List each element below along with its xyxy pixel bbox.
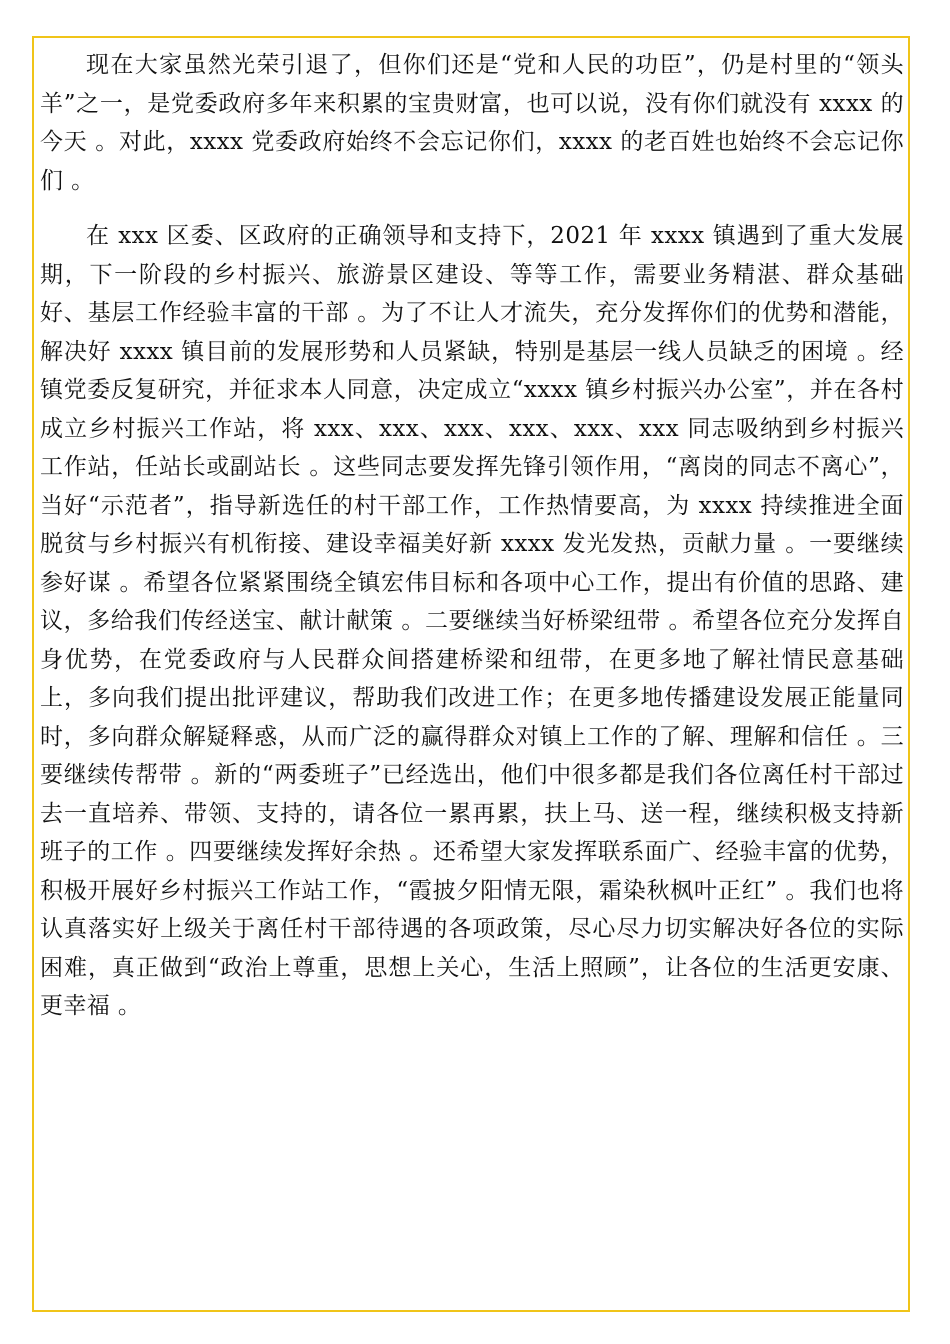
page-border-frame (32, 36, 910, 1312)
paragraph-2: 在 xxx 区委、区政府的正确领导和支持下，2021 年 xxxx 镇遇到了重大发展期，下一阶段的乡村振兴、旅游景区建设、等等工作，需要业务精湛、群众基础好、基层工作经验丰富的干部 。为了不让人才流失，充分发挥你们的优势和潜能，解决好 xxxx 镇目前的发展形势和人员紧缺，特别是基层一线人员缺乏的困境 。经镇党委反复研究，并征求本人同意，决定成立“xxxx 镇乡村振兴办公室”，并在各村成立乡村振兴工作站，将 xxx、xxx、xxx、xxx、xxx、xxx 同志吸纳到乡村振兴工作站，任站长或副站长 。这些同志要发挥先锋引领作用，“离岗的同志不离心”，当好“示范者”，指导新选任的村干部工作，工作热情要高，为 xxxx 持续推进全面脱贫与乡村振兴有机衔接、建设幸福美好新 xxxx 发光发热，贡献力量 。一要继续参好谋 。希望各位紧紧围绕全镇宏伟目标和各项中心工作，提出有价值的思路、建议，多给我们传经送宝、献计献策 。二要继续当好桥梁纽带 。希望各位充分发挥自身优势，在党委政府与人民群众间搭建桥梁和纽带，在更多地了解社情民意基础上，多向我们提出批评建议，帮助我们改进工作；在更多地传播建设发展正能量同时，多向群众解疑释惑，从而广泛的赢得群众对镇上工作的了解、理解和信任 。三要继续传帮带 。新的“两委班子”已经选出，他们中很多都是我们各位离任村干部过去一直培养、带领、支持的，请各位一累再累，扶上马、送一程，继续积极支持新班子的工作 。四要继续发挥好余热 。还希望大家发挥联系面广、经验丰富的优势，积极开展好乡村振兴工作站工作，“霞披夕阳情无限，霜染秋枫叶正红” 。我们也将认真落实好上级关于离任村干部待遇的各项政策，尽心尽力切实解决好各位的实际困难，真正做到“政治上尊重，思想上关心，生活上照顾”，让各位的生活更安康、更幸福 。 (40, 223, 904, 1019)
paragraph-1: 现在大家虽然光荣引退了，但你们还是“党和人民的功臣”，仍是村里的“领头羊”之一，是党委政府多年来积累的宝贵财富，也可以说，没有你们就没有 xxxx 的今天 。对此，xxxx 党委政府始终不会忘记你们，xxxx 的老百姓也始终不会忘记你们 。 (40, 52, 904, 194)
document-body (40, 46, 904, 1026)
